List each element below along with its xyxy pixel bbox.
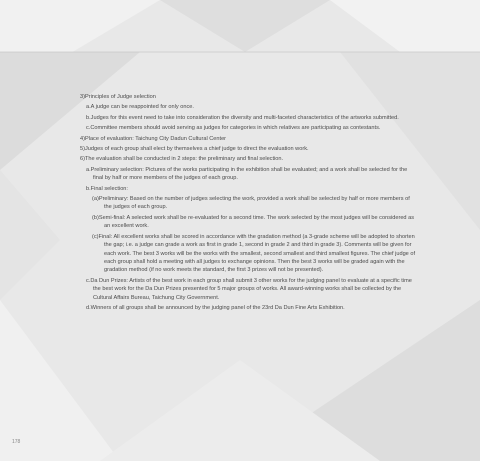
list-item-text: a.Preliminary selection: Pictures of the works participating in the exhibition shall be evaluated; and a work shall be selected for the final by half or more members of the judges of each group.: [86, 166, 408, 182]
page-number: 178: [12, 439, 21, 445]
list-item-text: c.Committee members should avoid serving as judges for categories in which relatives are participating as contestants.: [86, 125, 381, 132]
section-heading: [80, 155, 418, 163]
section-heading: [80, 135, 418, 143]
list-item-text: b.Final selection:: [86, 185, 128, 192]
document-body: [80, 93, 418, 312]
list-item: [80, 277, 418, 302]
list-item-text: c.Da Dun Prizes: Artists of the best work in each group shall submit 3 other works for the judging panel to evaluate at a specific time the best work for the Da Dun Prizes presented for 5 major groups of works. All award-winning works shall be collected by the Cultural Affairs Bureau, Taichung City Government.: [86, 277, 412, 301]
list-item-text: a.A judge can be reappointed for only once.: [86, 104, 194, 111]
list-item-text: 3)Principles of Judge selection: [80, 94, 156, 100]
list-item: [80, 114, 418, 122]
list-item: [80, 166, 418, 183]
list-item: [80, 233, 418, 275]
list-item-text: (a)Preliminary: Based on the number of judges selecting the work, provided a work shall be selected by half or more members of the judges of each group.: [92, 196, 410, 211]
list-item-text: 5)Judges of each group shall elect by themselves a chief judge to direct the evaluation work.: [80, 146, 309, 153]
section-heading: [80, 145, 418, 153]
list-item-text: (c)Final: All excellent works shall be scored in accordance with the gradation method (a 3-grade scheme will be adopted to shorten the gap; i.e. a judge can grade a work as first in grade 1, second in grade 2 and third in grade 3). Comments will be given for each work. The best 3 works will be the works with the smallest, second smallest and third smallest figures. The chief judge of each group shall hold a meeting with all judges to exchange opinions. Then the best 3 works will be graded again with the gradation method (if no work meets the standard, the first 3 prizes will not be presented).: [92, 233, 416, 274]
list-item-text: b.Judges for this event need to take into consideration the diversity and multi-faceted characteristics of the artworks submitted.: [86, 114, 399, 121]
list-item-text: 4)Place of evaluation: Taichung City Dadun Cultural Center: [80, 135, 227, 142]
list-item-text: (b)Semi-final: A selected work shall be re-evaluated for a second time. The work selected by the most judges will be considered as an excellent work.: [92, 214, 415, 230]
section-heading: [80, 93, 418, 101]
list-item: [80, 214, 418, 231]
list-item: [80, 103, 418, 111]
list-item: [80, 195, 418, 212]
list-item-text: d.Winners of all groups shall be announced by the judging panel of the 23rd Da Dun Fine Arts Exhibition.: [86, 304, 345, 311]
list-item: [80, 185, 418, 193]
list-item-text: 6)The evaluation shall be conducted in 2 steps: the preliminary and final selection.: [80, 156, 284, 163]
list-item: [80, 304, 418, 312]
list-item: [80, 124, 418, 132]
